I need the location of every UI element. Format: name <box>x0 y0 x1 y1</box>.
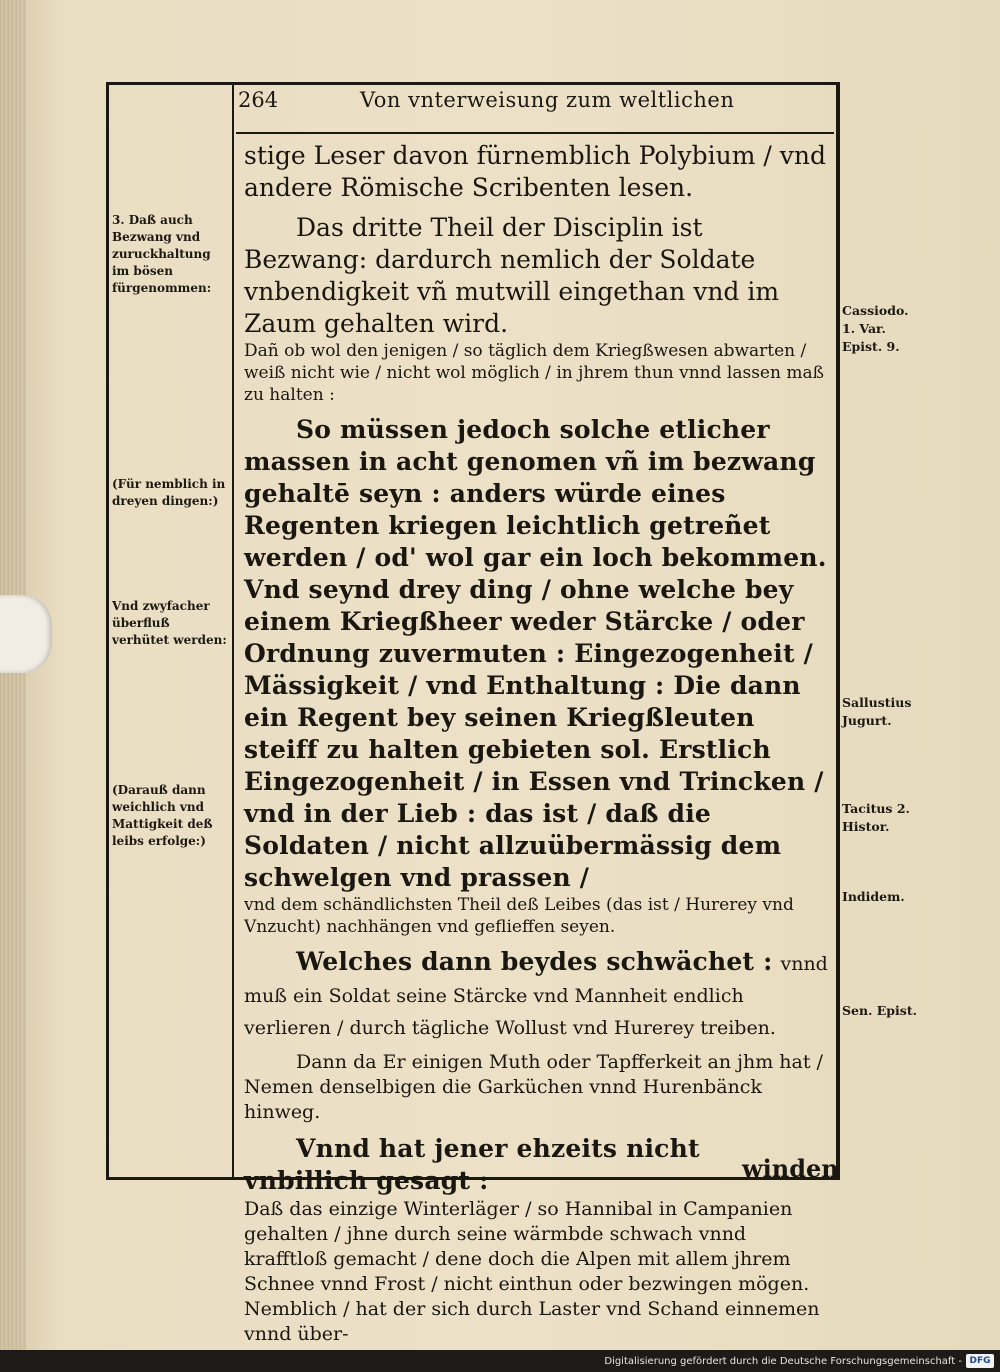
margin-note-left-4: (Darauß dann weichlich vnd Mattigkeit deß leibs erfolge:) <box>112 783 213 848</box>
paragraph-3-continued: Vnd seynd drey ding / ohne welche bey einem Kriegßheer weder Stärcke / oder Ordnung zuvermuten : Eingezogenheit / Mässigkeit / vnd Enthaltung : Die dann ein Regent bey seinen Kriegßleuten steiff zu halten gebieten sol. Erstlich Eingezogenheit / in Essen vnd Trincken / vnd in der Lieb : das ist / daß die Soldaten / nicht allzuübermässig dem schwelgen vnd prassen / <box>244 575 824 892</box>
margin-note-right-3: Tacitus 2. Histor. <box>842 801 910 834</box>
margin-note-left-3: Vnd zwyfacher überfluß verhütet werden: <box>112 599 227 647</box>
page-edges <box>0 0 26 1350</box>
running-title: Von vnterweisung zum weltlichen <box>360 88 735 112</box>
margin-note-right-1: Cassiodo. 1. Var. Epist. 9. <box>842 303 909 354</box>
paragraph-6-lead: Vnnd hat jener ehzeits nicht vnbillich gesagt : <box>244 1134 700 1195</box>
margin-note-left-1: 3. Daß auch Bezwang vnd zuruckhaltung im bösen fürgenommen: <box>112 213 212 295</box>
margin-note-right-4: Indidem. <box>842 889 905 904</box>
margin-note-right-2: Sallustius Jugurt. <box>842 695 912 728</box>
page-clip <box>0 595 52 673</box>
paragraph-4-lead: Welches dann beydes schwächet : <box>296 947 773 976</box>
paragraph-1: stige Leser davon fürnemblich Polybium / vnd andere Römische Scribenten lesen. <box>244 141 826 202</box>
paragraph-4-rest: vnnd muß ein Soldat seine Stärcke vnd Mannheit endlich verlieren / durch tägliche Wollust vnd Hurerey treiben. <box>244 953 828 1039</box>
margin-note-right-5: Sen. Epist. <box>842 1003 917 1018</box>
dfg-logo: DFG <box>966 1354 994 1368</box>
margin-note-left-2: (Für nemblich in dreyen dingen:) <box>112 477 226 508</box>
funding-credit: Digitalisierung gefördert durch die Deutsche Forschungsgemeinschaft - <box>604 1356 962 1367</box>
paragraph-5: Dann da Er einigen Muth oder Tapfferkeit an jhm hat / Nemen denselbigen die Garküchen vnnd Hurenbänck hinweg. <box>244 1051 823 1123</box>
page-number: 264 <box>238 88 279 112</box>
paragraph-3: So müssen jedoch solche etlicher massen in acht genomen vñ im bezwang gehaltē seyn : anders würde eines Regenten kriegen leichtlich getreñet werden / od' wol gar ein loch bekommen. <box>244 415 827 572</box>
left-column-rule <box>232 82 234 1177</box>
right-column-rule <box>836 82 837 1177</box>
paragraph-2: Das dritte Theil der Disciplin ist Bezwang: dardurch nemlich der Soldate vnbendigkeit vñ mutwill eingethan vnd im Zaum gehalten wird. <box>244 213 780 338</box>
paragraph-6-rest: Daß das einzige Winterläger / so Hannibal in Campanien gehalten / jhne durch seine wärmbde schwach vnnd krafftloß gemacht / dene doch die Alpen mit allem jhrem Schnee vnnd Frost / nicht einthun oder bezwingen mögen. Nemblich / hat der sich durch Laster vnd Schand einnemen vnnd über- <box>244 1198 820 1345</box>
paragraph-2-continued: Dañ ob wol den jenigen / so täglich dem Kriegßwesen abwarten / weiß nicht wie / nicht wol möglich / in jhrem thun vnnd lassen maß zu halten : <box>244 341 824 405</box>
body-text <box>244 140 828 1347</box>
paragraph-3-tail: vnd dem schändlichsten Theil deß Leibes (das ist / Hurerey vnd Vnzucht) nachhängen vnd geflieffen seyen. <box>244 895 794 937</box>
header-rule <box>236 132 834 134</box>
catchword: winden <box>742 1154 839 1183</box>
